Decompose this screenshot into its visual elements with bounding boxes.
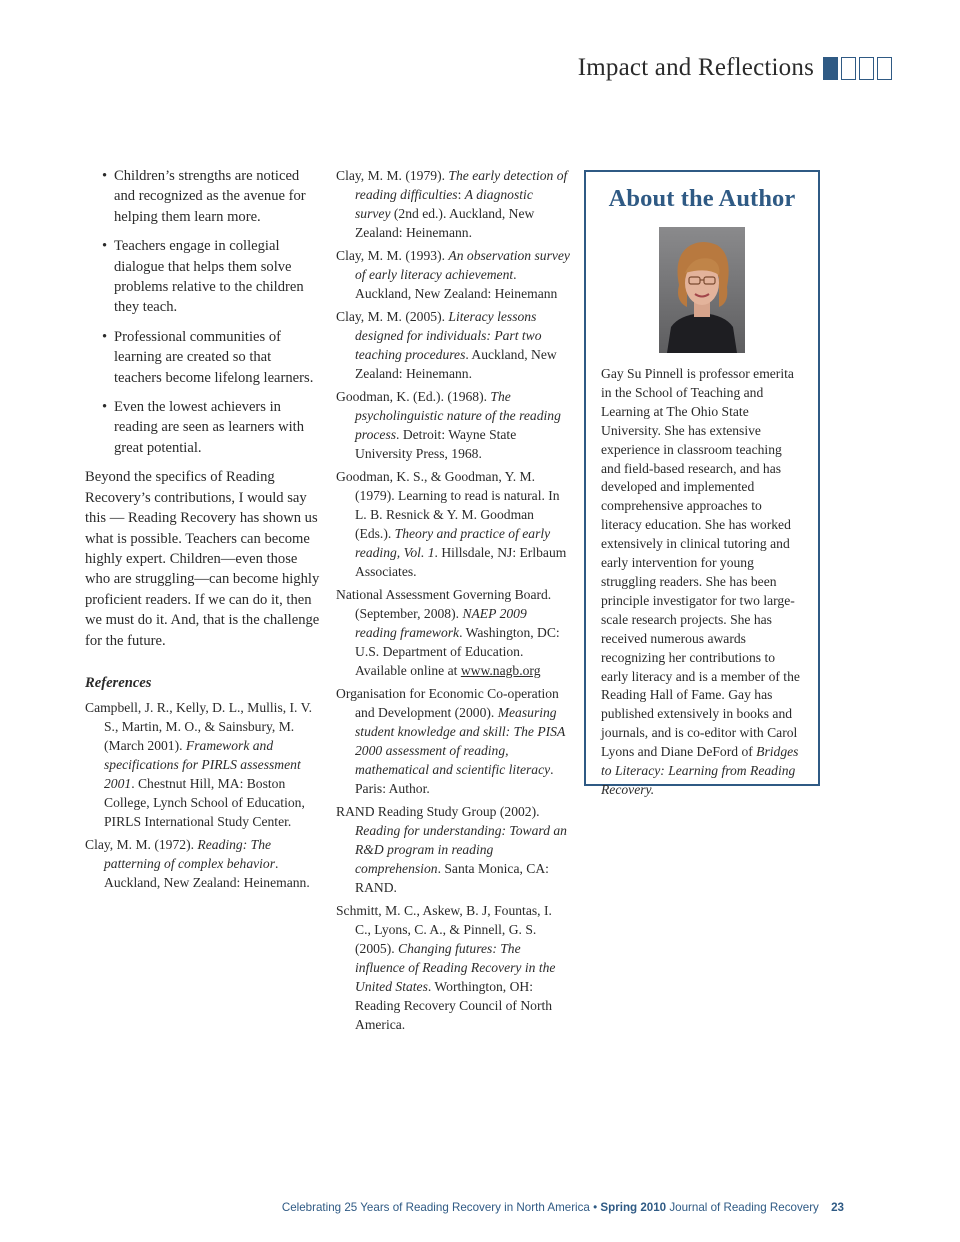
references-list-left [85,698,320,892]
bullet-item: • Professional communities of learning are created so that teachers become lifelong learners. [102,327,320,388]
reference-item: RAND Reading Study Group (2002). Reading for understanding: Toward an R&D program in reading comprehension. Santa Monica, CA: RAND. [336,804,567,895]
page-header [578,54,892,82]
square-ornament-4 [877,57,892,80]
author-photo [659,227,745,353]
page-number-text: 23 [831,1201,844,1214]
reference-item: Organisation for Economic Co-operation and Development (2000). Measuring student knowledge and skill: The PISA 2000 assessment of reading, mathematical and scientific literacy. Paris: Author. [336,686,566,796]
reference-item: Clay, M. M. (1993). An observation survey of early literacy achievement. Auckland, New Zealand: Heinemann [336,248,570,301]
bullet-list [102,166,320,458]
nagb-link[interactable]: www.nagb.org [460,663,541,678]
square-ornament-2 [841,57,856,80]
footer-prefix: Celebrating 25 Years of Reading Recovery in North America • [281,1201,601,1214]
section-title: Impact and Reflections [577,54,814,81]
reference-item: Clay, M. M. (1979). The early detection of reading difficulties: A diagnostic survey (2nd ed.). Auckland, New Zealand: Heinemann. [336,168,568,240]
reference-item: Campbell, J. R., Kelly, D. L., Mullis, I. V. S., Martin, M. O., & Sainsbury, M. (March 2001). Framework and specifications for PIRLS assessment 2001. Chestnut Hill, MA: Boston College, Lynch School of Education, PIRLS International Study Center. [85,700,313,830]
reference-item: National Assessment Governing Board. (September, 2008). NAEP 2009 reading framework. Washington, DC: U.S. Department of Education. Available online at www.nagb.org [336,587,560,678]
about-the-author-box [584,170,820,797]
closing-paragraph: Beyond the specifics of Reading Recovery’s contributions, I would say this — Reading Recovery has shown us what is possible. Teachers can become highly expert. Children—even those who are struggling—can become highly proficient readers. If we can do it, then we must do it. And, that is the challenge for the future. [85,469,320,649]
reference-item: Goodman, K. (Ed.). (1968). The psycholinguistic nature of the reading process. Detroit: Wayne State University Press, 1968. [336,389,561,461]
bullet-item: • Teachers engage in collegial dialogue that helps them solve problems relative to the children they teach. [102,236,320,318]
square-ornament-1 [823,57,838,80]
square-ornament-3 [859,57,874,80]
author-portrait-icon [659,227,745,353]
author-box-title: About the Author [608,185,796,212]
middle-column-references [336,166,570,1038]
page-footer [282,1201,844,1214]
header-square-ornament [823,57,892,80]
left-column [85,166,320,896]
bullet-item: • Even the lowest achievers in reading are seen as learners with great potential. [102,397,320,458]
bullet-item: • Children’s strengths are noticed and recognized as the avenue for helping them learn more. [102,166,320,227]
reference-item: Goodman, K. S., & Goodman, Y. M. (1979). Learning to read is natural. In L. B. Resnick & Y. M. Goodman (Eds.). Theory and practice of early reading, Vol. 1. Hillsdale, NJ: Erlbaum Associates. [336,469,567,579]
footer-season: Spring 2010 [600,1201,667,1214]
author-bio: Gay Su Pinnell is professor emerita in the School of Teaching and Learning at The Ohio State University. She has extensive experience in classroom teaching and field-based research, and has developed and implemented comprehensive approaches to literacy education. She has worked extensively in clinical tutoring and early intervention for young struggling readers. She has been principle investigator for two large-scale research projects. She has received numerous awards recognizing her contributions to early literacy and is a member of the Reading Hall of Fame. Gay has published extensively in books and journals, and is co-editor with Carol Lyons and Diane DeFord of Bridges to Literacy: Learning from Reading Recovery. [601,366,800,797]
references-heading: References [85,674,152,691]
reference-item: Clay, M. M. (2005). Literacy lessons designed for individuals: Part two teaching procedures. Auckland, New Zealand: Heinemann. [336,309,557,381]
reference-item: Schmitt, M. C., Askew, B. J, Fountas, I. C., Lyons, C. A., & Pinnell, G. S. (2005). Changing futures: The influence of Reading Recovery in the United States. Worthington, OH: Reading Recovery Council of North America. [336,903,556,1032]
reference-item: Clay, M. M. (1972). Reading: The patterning of complex behavior. Auckland, New Zealand: Heinemann. [85,837,310,891]
footer-journal: Journal of Reading Recovery [666,1201,819,1214]
